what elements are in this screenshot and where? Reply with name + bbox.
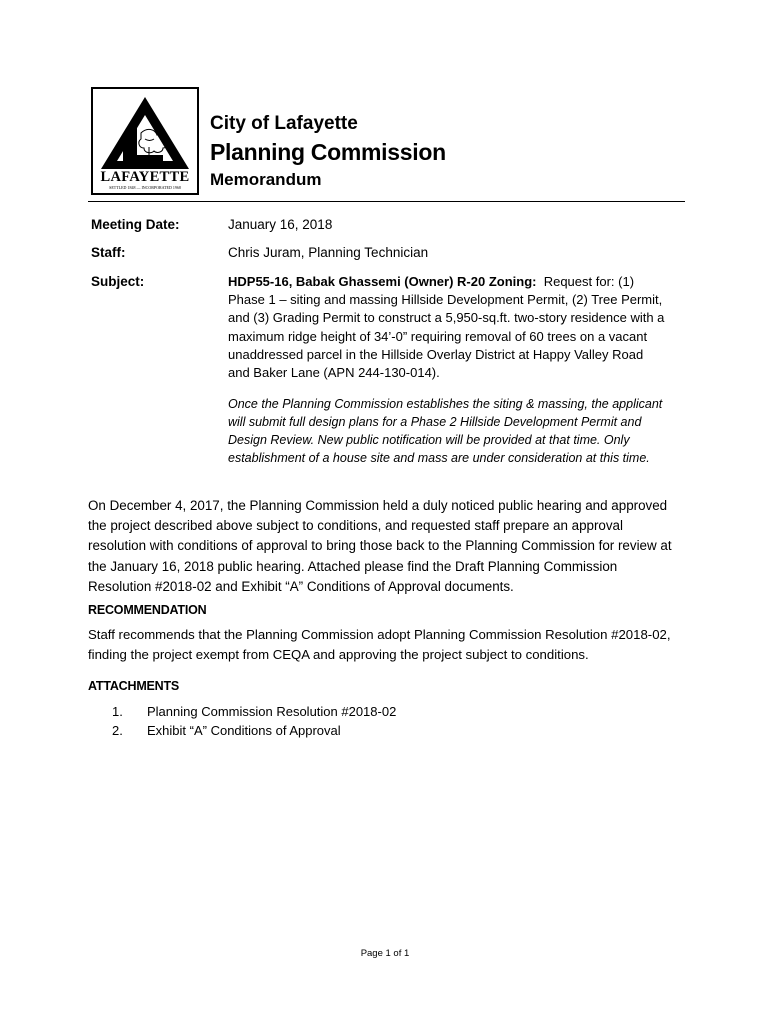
staff-value: Chris Juram, Planning Technician bbox=[228, 245, 429, 260]
recommendation-heading: RECOMMENDATION bbox=[88, 603, 207, 617]
attachments-heading: ATTACHMENTS bbox=[88, 679, 180, 693]
meeting-date-value: January 16, 2018 bbox=[228, 217, 333, 232]
city-name: City of Lafayette bbox=[210, 113, 358, 134]
subject-text: Request for: (1) Phase 1 – siting and massing Hillside Development Permit, (2) Tree Permit, and (3) Grading Permit to construct a 5,950-sq.ft. two-story residence with a maximum ridge height of 34’-0” requiring removal of 60 trees on a vacant unaddressed parcel in the Hillside Overlay District at Happy Valley Road and Baker Lane (APN 244-130-014). bbox=[228, 274, 665, 381]
subject-title: HDP55-16, Babak Ghassemi (Owner) R-20 Zoning: bbox=[228, 274, 537, 289]
list-item-number: 2. bbox=[112, 723, 123, 738]
document-type: Memorandum bbox=[210, 170, 322, 189]
logo-wordmark: LAFAYETTE bbox=[100, 169, 190, 185]
list-item-number: 1. bbox=[112, 704, 123, 719]
subject-label: Subject: bbox=[91, 274, 145, 289]
logo-tagline: SETTLED 1848 — INCORPORATED 1968 bbox=[109, 185, 181, 190]
staff-label: Staff: bbox=[91, 245, 126, 260]
subject-block bbox=[228, 273, 668, 467]
list-item-text: Exhibit “A” Conditions of Approval bbox=[147, 723, 341, 738]
meeting-date-label: Meeting Date: bbox=[91, 217, 180, 232]
department-title: Planning Commission bbox=[210, 139, 446, 165]
subject-note: Once the Planning Commission establishes the siting & massing, the applicant will submit full design plans for a Phase 2 Hillside Development Permit and Design Review. New public notification will be provided at that time. Only establishment of a house site and mass are under consideration at this time. bbox=[228, 397, 663, 466]
city-logo bbox=[91, 87, 199, 195]
recommendation-paragraph: Staff recommends that the Planning Commission adopt Planning Commission Resolution #2018-02, finding the project exempt from CEQA and approving the project subject to conditions. bbox=[88, 627, 671, 662]
subject-description bbox=[228, 273, 668, 382]
header-divider bbox=[88, 201, 685, 202]
list-item-text: Planning Commission Resolution #2018-02 bbox=[147, 704, 397, 719]
page-number: Page 1 of 1 bbox=[360, 948, 410, 959]
intro-paragraph: On December 4, 2017, the Planning Commission held a duly noticed public hearing and approved the project described above subject to conditions, and requested staff prepare an approval resolution with conditions of approval to bring those back to the Planning Commission for review at the January 16, 2018 public hearing. Attached please find the Draft Planning Commission Resolution #2018-02 and Exhibit “A” Conditions of Approval documents. bbox=[88, 498, 672, 594]
